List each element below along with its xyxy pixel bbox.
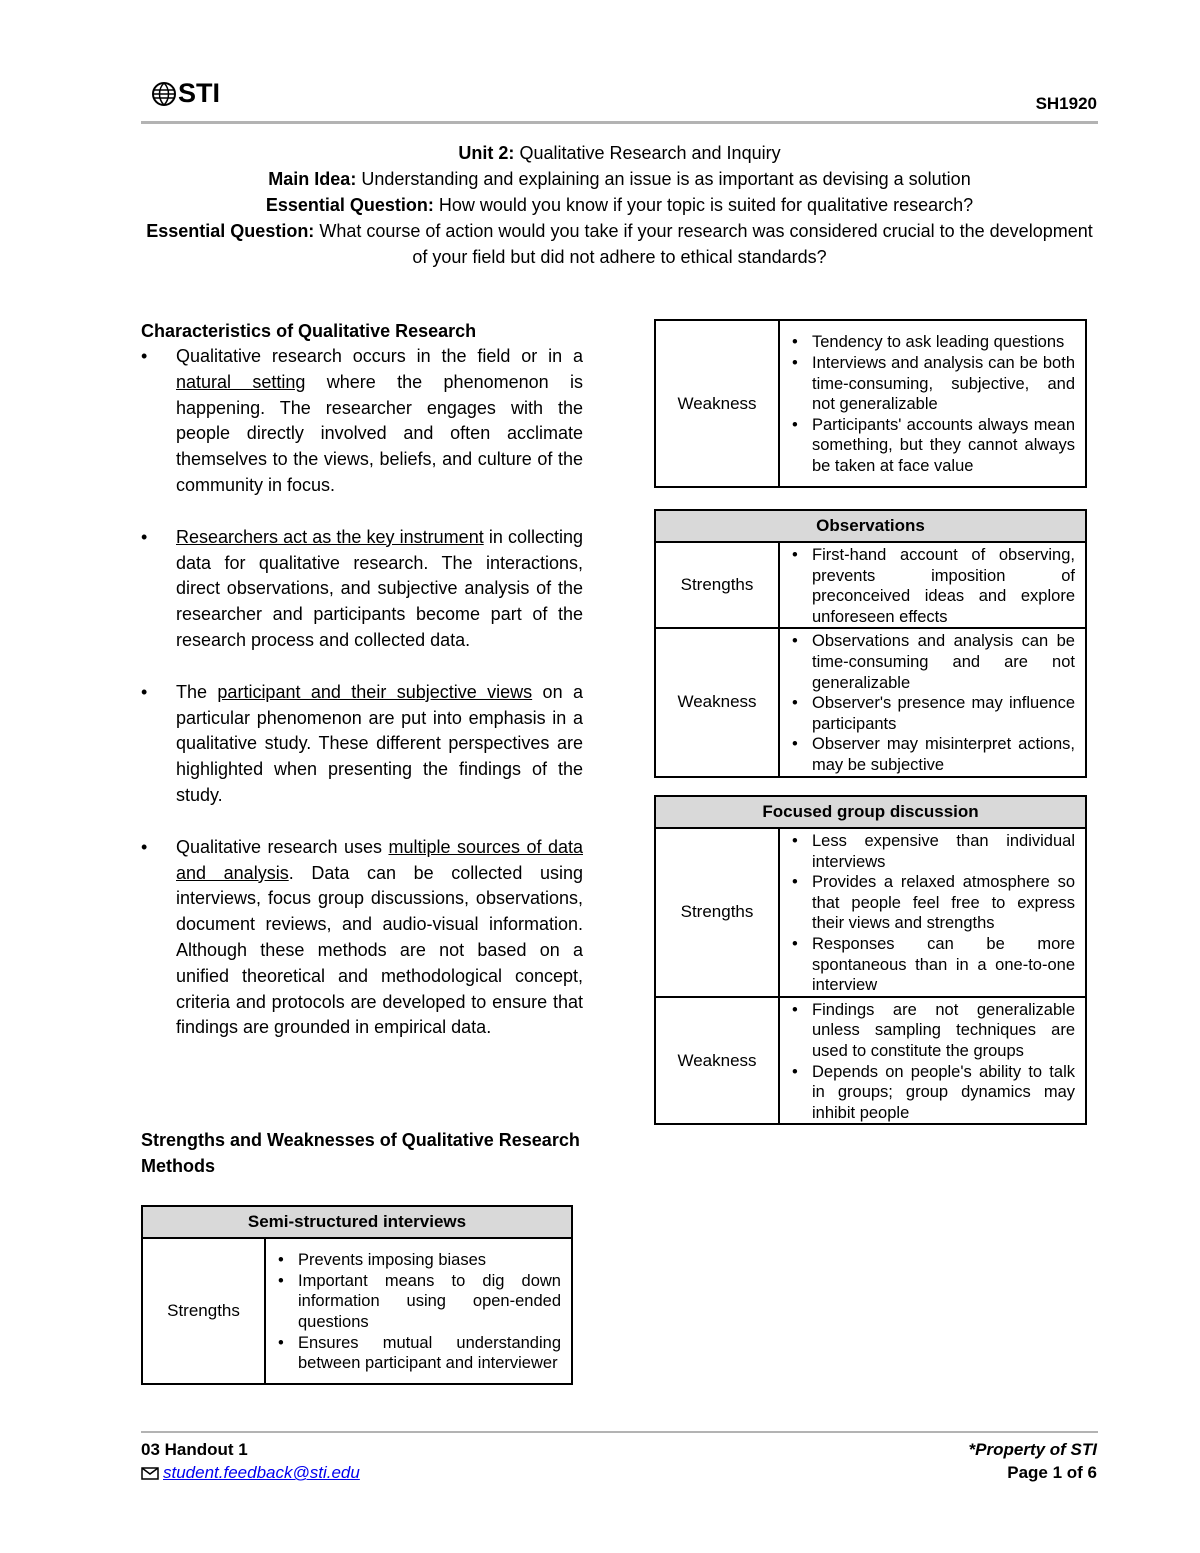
semi-structured-table <box>141 1205 573 1385</box>
characteristics-section <box>141 318 583 1067</box>
mail-icon <box>141 1467 159 1480</box>
list-item: • Qualitative research occurs in the field or in a natural setting where the phenomenon is happening. The researcher engages with the people directly involved and often acclimate themselves to the views, beliefs, and culture of the community in focus. <box>141 344 583 499</box>
list-item: • Ensures mutual understanding between participant and interviewer <box>274 1333 561 1374</box>
page-number: Page 1 of 6 <box>1007 1463 1097 1482</box>
weakness-label: Weakness <box>655 997 779 1125</box>
unit-intro <box>141 140 1098 270</box>
document-code: SH1920 <box>1035 94 1097 113</box>
sti-logo <box>152 78 220 109</box>
list-item: • Interviews and analysis can be both time-consuming, subjective, and not generalizable <box>788 353 1075 415</box>
list-item: • Observations and analysis can be time-consuming and are not generalizable <box>788 631 1075 693</box>
list-item: • Qualitative research uses multiple sources of data and analysis. Data can be collected using interviews, focus group discussions, observations, document reviews, and audio-visual information. Although these methods are not based on a unified theoretical and methodological concept, criteria and protocols are developed to ensure that findings are grounded in empirical data. <box>141 835 583 1041</box>
weakness-label: Weakness <box>655 628 779 776</box>
handout-label: 03 Handout 1 <box>141 1440 248 1459</box>
semi-structured-weakness-table <box>654 319 1087 488</box>
list-item: • Provides a relaxed atmosphere so that people feel free to express their views and strengths <box>788 872 1075 934</box>
header-rule <box>141 121 1098 124</box>
feedback-email-link[interactable]: student.feedback@sti.edu <box>163 1463 360 1482</box>
list-item: • First-hand account of observing, prevents imposition of preconceived ideas and explore unforeseen effects <box>788 545 1075 627</box>
list-item: • Depends on people's ability to talk in groups; group dynamics may inhibit people <box>788 1062 1075 1124</box>
weakness-label: Weakness <box>655 320 779 487</box>
list-item: • Tendency to ask leading questions <box>788 332 1075 353</box>
list-item: • Observer may misinterpret actions, may be subjective <box>788 734 1075 775</box>
strengths-label: Strengths <box>655 542 779 628</box>
footer-rule <box>141 1431 1098 1433</box>
characteristics-title: Characteristics of Qualitative Research <box>141 321 477 341</box>
strengths-label: Strengths <box>655 828 779 997</box>
strengths-label: Strengths <box>142 1238 265 1384</box>
list-item: • Researchers act as the key instrument in collecting data for qualitative research. The interactions, direct observations, and subjective analysis of the researcher and participants become part of the research process and collected data. <box>141 525 583 654</box>
list-item: • Prevents imposing biases <box>274 1250 561 1271</box>
footer-left <box>141 1438 360 1484</box>
list-item: • Responses can be more spontaneous than in a one-to-one interview <box>788 934 1075 996</box>
sti-globe-icon <box>152 81 176 107</box>
list-item: • Less expensive than individual interviews <box>788 831 1075 872</box>
unit-line: Unit 2: Qualitative Research and Inquiry <box>458 143 781 163</box>
table-title: Semi-structured interviews <box>142 1206 572 1238</box>
essential-question-2: Essential Question: What course of action would you take if your research was considered crucial to the development of your field but did not adhere to ethical standards? <box>146 221 1093 267</box>
footer-right <box>969 1438 1097 1484</box>
essential-question-1: Essential Question: How would you know if your topic is suited for qualitative research? <box>265 195 974 215</box>
table-title: Observations <box>655 510 1086 542</box>
list-item: • Participants' accounts always mean something, but they cannot always be taken at face value <box>788 415 1075 477</box>
property-label: *Property of STI <box>968 1440 1097 1459</box>
list-item: • Observer's presence may influence participants <box>788 693 1075 734</box>
strengths-weaknesses-title: Strengths and Weaknesses of Qualitative Research Methods <box>141 1130 580 1176</box>
list-item: • The participant and their subjective views on a particular phenomenon are put into emphasis in a qualitative study. These different perspectives are highlighted when presenting the findings of the study. <box>141 680 583 809</box>
focused-group-table <box>654 795 1087 1125</box>
table-title: Focused group discussion <box>655 796 1086 828</box>
list-item: • Findings are not generalizable unless sampling techniques are used to constitute the groups <box>788 1000 1075 1062</box>
observations-table <box>654 509 1087 778</box>
characteristics-list <box>141 344 583 1041</box>
main-idea-line: Main Idea: Understanding and explaining an issue is as important as devising a solution <box>268 169 971 189</box>
list-item: • Important means to dig down information using open-ended questions <box>274 1271 561 1333</box>
logo-text: STI <box>178 78 221 108</box>
